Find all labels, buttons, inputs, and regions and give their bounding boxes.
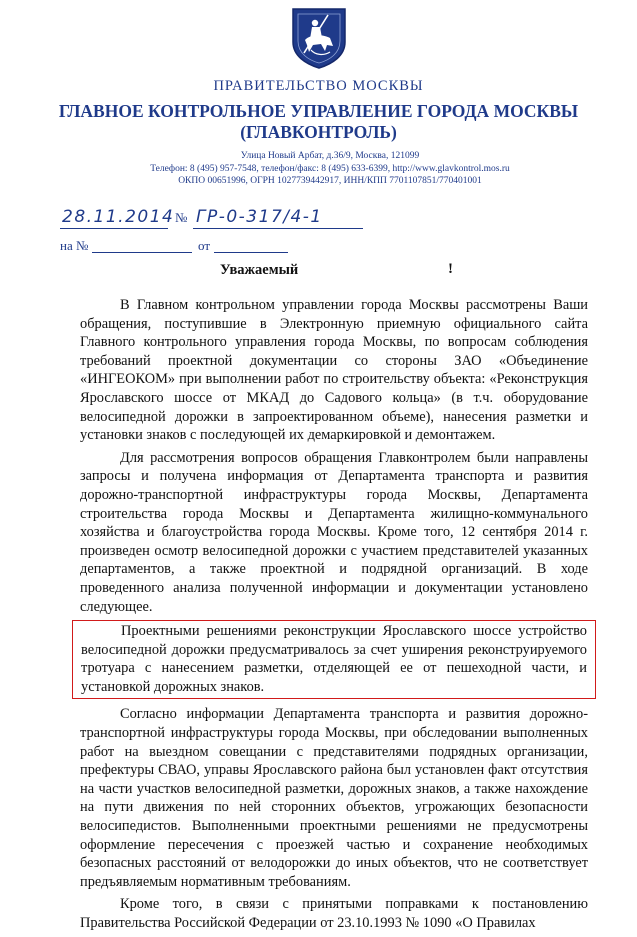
greeting: Уважаемый xyxy=(220,262,299,278)
greeting-exclamation: ! xyxy=(448,261,453,277)
document-date: 28.11.2014 xyxy=(62,207,175,227)
reference-from-label: от xyxy=(198,238,211,253)
paragraph: Согласно информации Департамента транспорта и развития дорожно-транспортной инфраструктуры города Москвы, при обследовании выполненных работ на выездном совещании с представителями подрядных организации, префектуры СВАО, управы Ярославского района был установлен факт отсутствия на части участков велосипедной разметки, дорожных знаков, а также нахождение на пути движения по ней сторонних объектов, угрожающих безопасности велосипедистов. Выполненными проектными решениями не предусмотрены оформление пересечения с проезжей частью и сохранение необходимых безопасных расстояний от велодорожки до иных объектов, что не соответствует предъявляемым нормативным требованиям. xyxy=(80,706,588,890)
date-underline xyxy=(60,228,168,229)
moscow-coat-of-arms xyxy=(290,6,348,70)
paragraph: В Главном контрольном управлении города Москвы рассмотрены Ваши обращения, поступившие в Электронную приемную официального сайта Главного контрольного управления города Москвы, по вопросам соблюдения требований проектной документации со стороны ЗАО «Объединение «ИНГЕОКОМ» при выполнении работ по строительству объекта: «Реконструкция Ярославского шоссе от МКАД до Садового кольца» (в т.ч. оборудование велосипедной дорожки в запроектированном объеме), нанесения разметки и установки знаков с последующей их демаркировкой и демонтажем. xyxy=(80,297,588,444)
highlighted-paragraph: Проектными решениями реконструкции Ярославского шоссе устройство велосипедной дорожки предусматривалось за счет уширения реконструируемого тротуара с нанесением разметки, отделяющей ее от пешеходной части, и установкой дорожных знаков. xyxy=(72,620,596,699)
reference-label: на № xyxy=(60,238,89,253)
paragraph: Для рассмотрения вопросов обращения Главконтролем были направлены запросы и получена информация от Департамента транспорта и развития дорожно-транспортной инфраструктуры города Москвы, Департамента строительства города Москвы и Департамента жилищно-коммунального хозяйства и благоустройства города Москвы. Кроме того, 12 сентября 2014 г. произведен осмотр велосипедной дорожки с участием представителей указанных департаментов, а также проектной и подрядной организаций. В ходе проведенного анализа полученной информации и документации установлено следующее. xyxy=(80,449,588,615)
department-title-line2: (ГЛАВКОНТРОЛЬ) xyxy=(240,122,397,142)
contact-block xyxy=(100,150,560,188)
reference-date-underline xyxy=(214,252,288,253)
letter-body xyxy=(80,296,588,937)
document-number: ГР-0-317/4-1 xyxy=(196,207,323,227)
registration-codes: ОКПО 00651996, ОГРН 1027739442917, ИНН/КПП 7701107851/770401001 xyxy=(178,176,482,186)
government-title: ПРАВИТЕЛЬСТВО МОСКВЫ xyxy=(213,78,424,94)
number-underline xyxy=(193,228,363,229)
number-label: № xyxy=(175,210,188,225)
department-title-line1: ГЛАВНОЕ КОНТРОЛЬНОЕ УПРАВЛЕНИЕ ГОРОДА МОСКВЫ xyxy=(58,101,579,121)
phone-line: Телефон: 8 (495) 957-7548, телефон/факс: 8 (495) 633-6399, http://www.glavkontrol.mos.ru xyxy=(150,163,510,174)
paragraph: Кроме того, в связи с принятыми поправками к постановлению Правительства Российской Федерации от 23.10.1993 № 1090 «О Правилах xyxy=(80,896,588,931)
reference-underline xyxy=(92,252,192,253)
address-line: Улица Новый Арбат, д.36/9, Москва, 121099 xyxy=(240,151,420,161)
department-title xyxy=(0,101,637,143)
